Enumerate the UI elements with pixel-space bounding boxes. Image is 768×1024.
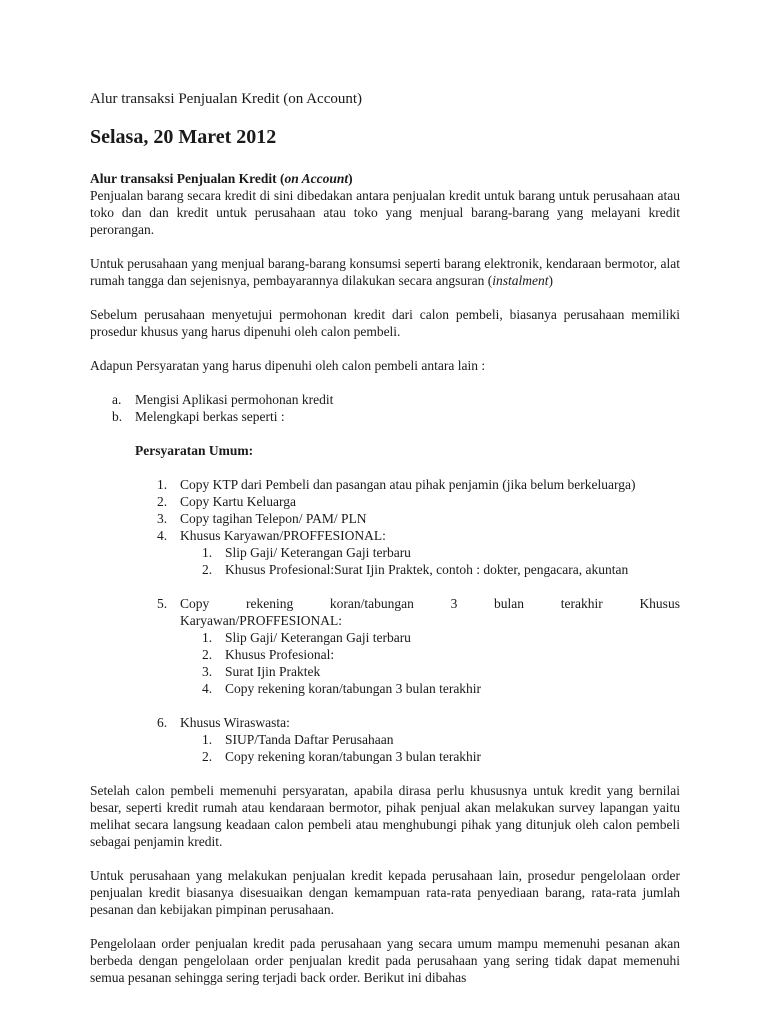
list-marker: 1. bbox=[202, 545, 213, 560]
list-item-text: Copy rekening koran/tabungan 3 bulan terakhir bbox=[225, 681, 482, 696]
spacer bbox=[90, 765, 680, 782]
word: rekening bbox=[245, 596, 294, 611]
word: Copy bbox=[180, 596, 210, 611]
list-marker: 3. bbox=[202, 664, 213, 679]
word: Khusus bbox=[639, 596, 680, 611]
sub-list bbox=[180, 629, 680, 697]
list-item bbox=[90, 391, 680, 408]
word: koran/tabungan bbox=[329, 596, 414, 611]
b2b-paragraph: Untuk perusahaan yang melakukan penjualan kredit kepada perusahaan lain, prosedur pengelolaan order penjualan kredit biasanya disesuaikan dengan kemampuan rata-rata penyediaan barang, rata-rata jumlah pesanan dan kebijakan pimpinan perusahaan. bbox=[90, 868, 680, 917]
list-item bbox=[135, 527, 680, 578]
requirements-list bbox=[135, 476, 680, 765]
section-heading-suffix: ) bbox=[348, 171, 353, 186]
sub-list-item bbox=[135, 544, 680, 561]
justified-line bbox=[180, 595, 680, 612]
list-item-text: Melengkapi berkas seperti : bbox=[135, 409, 285, 424]
requirements-title: Persyaratan Umum: bbox=[135, 443, 254, 458]
sub-list-item bbox=[135, 680, 680, 697]
document-heading: Alur transaksi Penjualan Kredit (on Account) bbox=[90, 91, 363, 107]
procedure-paragraph: Sebelum perusahaan menyetujui permohonan kredit dari calon pembeli, biasanya perusahaan memiliki prosedur khusus yang harus dipenuhi oleh calon pembeli. bbox=[90, 307, 680, 339]
list-spacer bbox=[135, 578, 680, 595]
list-item bbox=[135, 476, 680, 493]
sub-list-item bbox=[135, 663, 680, 680]
order-management-paragraph: Pengelolaan order penjualan kredit pada perusahaan yang secara umum mampu memenuhi pesanan akan berbeda dengan pengelolaan order penjualan kredit pada perusahaan yang sering tidak dapat memenuhi semua pesanan sehingga sering terjadi back order. Berikut ini dibahas bbox=[90, 936, 680, 985]
section-heading-italic: on Account bbox=[284, 171, 349, 186]
consumer-goods-paragraph bbox=[90, 255, 680, 289]
section-heading-prefix: Alur transaksi Penjualan Kredit ( bbox=[90, 171, 285, 186]
list-item-text: SIUP/Tanda Daftar Perusahaan bbox=[225, 732, 394, 747]
list-item-text: Slip Gaji/ Keterangan Gaji terbaru bbox=[225, 630, 411, 645]
list-item-text: Copy tagihan Telepon/ PAM/ PLN bbox=[180, 511, 367, 526]
sub-list-item bbox=[135, 561, 680, 578]
list-item-text: Khusus Profesional:Surat Ijin Praktek, contoh : dokter, pengacara, akuntan bbox=[225, 562, 629, 577]
list-item-text: Khusus Profesional: bbox=[225, 647, 335, 662]
sub-list-item bbox=[135, 646, 680, 663]
list-item bbox=[135, 493, 680, 510]
list-spacer bbox=[135, 697, 680, 714]
sub-list-item bbox=[135, 731, 680, 748]
list-item-text: Slip Gaji/ Keterangan Gaji terbaru bbox=[225, 545, 411, 560]
list-marker: a. bbox=[112, 392, 122, 407]
alpha-list bbox=[90, 391, 680, 425]
list-marker: 4. bbox=[157, 528, 168, 543]
list-item-text: Khusus Wiraswasta: bbox=[180, 715, 290, 730]
list-marker: 2. bbox=[202, 562, 213, 577]
list-marker: 1. bbox=[202, 732, 213, 747]
instalment-term: instalment bbox=[492, 273, 549, 288]
requirements-intro-paragraph: Adapun Persyaratan yang harus dipenuhi oleh calon pembeli antara lain : bbox=[90, 358, 486, 373]
post-date-heading: Selasa, 20 Maret 2012 bbox=[90, 126, 277, 148]
list-item-text: Khusus Karyawan/PROFFESIONAL: bbox=[180, 528, 386, 543]
section-heading bbox=[90, 170, 680, 187]
sub-list bbox=[180, 544, 680, 578]
survey-paragraph: Setelah calon pembeli memenuhi persyaratan, apabila dirasa perlu khususnya untuk kredit yang bernilai besar, seperti kredit rumah atau kendaraan bermotor, pihak penjual akan melakukan survey lapangan yaitu melihat secara langsung keadaan calon pembeli atau menghubungi pihak yang ditunjuk oleh calon pembeli sebagai penjamin kredit. bbox=[90, 783, 680, 849]
document-body bbox=[90, 91, 680, 1003]
list-item-text: Copy rekening koran/tabungan 3 bulan terakhir bbox=[225, 749, 482, 764]
list-marker: 6. bbox=[157, 715, 168, 730]
intro-paragraph: Penjualan barang secara kredit di sini dibedakan antara penjualan kredit untuk barang untuk perusahaan atau toko dan dan kredit untuk perusahaan atau toko yang menjual barang-barang yang melayani kredit perorangan. bbox=[90, 188, 680, 237]
list-marker: 4. bbox=[202, 681, 213, 696]
consumer-goods-text: Untuk perusahaan yang menjual barang-barang konsumsi seperti barang elektronik, kendaraan bermotor, alat rumah tangga dan sejenisnya, pembayarannya dilakukan secara angsuran ( bbox=[90, 256, 680, 288]
list-marker: 2. bbox=[202, 749, 213, 764]
list-marker: 5. bbox=[157, 596, 168, 611]
consumer-goods-end: ) bbox=[548, 273, 553, 288]
list-item-text: Copy Kartu Keluarga bbox=[180, 494, 296, 509]
list-item bbox=[90, 408, 680, 425]
sub-list-item bbox=[135, 748, 680, 765]
list-marker: b. bbox=[112, 409, 123, 424]
sub-list bbox=[180, 731, 680, 765]
list-item bbox=[135, 510, 680, 527]
list-marker: 2. bbox=[157, 494, 168, 509]
word: bulan bbox=[494, 596, 525, 611]
list-item-text: Mengisi Aplikasi permohonan kredit bbox=[135, 392, 334, 407]
list-item bbox=[135, 714, 680, 765]
list-item-line-2: Karyawan/PROFFESIONAL: bbox=[180, 613, 342, 628]
list-marker: 1. bbox=[157, 477, 168, 492]
word: terakhir bbox=[560, 596, 603, 611]
list-marker: 2. bbox=[202, 647, 213, 662]
list-marker: 1. bbox=[202, 630, 213, 645]
sub-list-item bbox=[135, 629, 680, 646]
list-item bbox=[135, 595, 680, 697]
list-item-text: Copy KTP dari Pembeli dan pasangan atau pihak penjamin (jika belum berkeluarga) bbox=[180, 477, 636, 492]
list-item-text: Surat Ijin Praktek bbox=[225, 664, 321, 679]
word: 3 bbox=[450, 596, 458, 611]
list-marker: 3. bbox=[157, 511, 168, 526]
